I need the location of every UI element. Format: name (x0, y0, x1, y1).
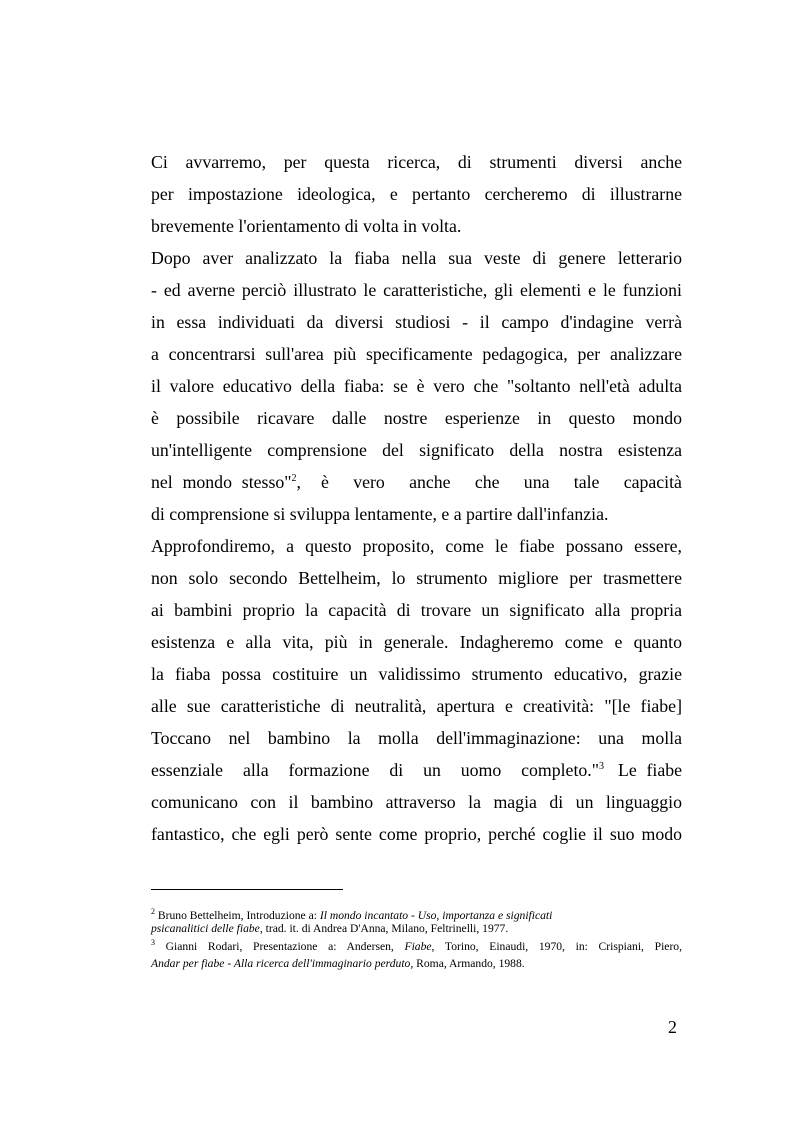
text-line: per impostazione ideologica, e pertanto cercheremo di illustrarne (151, 184, 682, 204)
footnote-3-cont (151, 957, 682, 970)
footnote-text: Roma, Armando, 1988. (413, 957, 525, 970)
footnote-number: 3 (151, 938, 155, 947)
text-line: Toccano nel bambino la molla dell'immaginazione: una molla (151, 728, 682, 748)
page-number: 2 (668, 1017, 677, 1037)
footnote-3 (151, 940, 682, 954)
footnote-title: Il mondo incantato - Uso, importanza e significati (319, 909, 553, 922)
text-line: - ed averne perciò illustrato le caratteristiche, gli elementi e le funzioni (151, 280, 682, 300)
text-line: Ci avvarremo, per questa ricerca, di strumenti diversi anche (151, 152, 682, 172)
text-line: la fiaba possa costituire un validissimo strumento educativo, grazie (151, 664, 682, 684)
text-line: essenziale alla formazione di un uomo completo."$^3$ Le fiabe (151, 760, 682, 780)
text-line: di comprensione si sviluppa lentamente, e a partire dall'infanzia. (151, 504, 609, 524)
text-line: nel mondo stesso"$^2$, è vero anche che una tale capacità (151, 472, 682, 492)
text-line: è possibile ricavare dalle nostre esperienze in questo mondo (151, 408, 682, 428)
text-line: alle sue caratteristiche di neutralità, apertura e creatività: "[le fiabe] (151, 696, 682, 716)
text-line: esistenza e alla vita, più in generale. Indagheremo come e quanto (151, 632, 682, 652)
text-line: un'intelligente comprensione del significato della nostra esistenza (151, 440, 682, 460)
text-line: ai bambini proprio la capacità di trovare un significato alla propria (151, 600, 682, 620)
footnote-title: Fiabe, (404, 940, 435, 953)
text-line: comunicano con il bambino attraverso la magia di un linguaggio (151, 792, 682, 812)
text-line: il valore educativo della fiaba: se è vero che "soltanto nell'età adulta (151, 376, 682, 396)
footnote-text: Gianni Rodari, Presentazione a: Andersen, (155, 940, 405, 953)
footnote-title: psicanalitici delle fiabe, (151, 922, 263, 935)
text-line: a concentrarsi sull'area più specificamente pedagogica, per analizzare (151, 344, 682, 364)
footnote-separator (151, 889, 343, 890)
footnote-number: 2 (151, 907, 155, 916)
text-line: in essa individuati da diversi studiosi - il campo d'indagine verrà (151, 312, 682, 332)
footnote-text: Torino, Einaudi, 1970, in: Crispiani, Piero, (434, 940, 682, 953)
footnote-text: trad. it. di Andrea D'Anna, Milano, Feltrinelli, 1977. (262, 922, 509, 935)
text-line: non solo secondo Bettelheim, lo strumento migliore per trasmettere (151, 568, 682, 588)
text-line: brevemente l'orientamento di volta in volta. (151, 216, 462, 236)
footnote-ref-2: 2 (291, 473, 297, 484)
text-line: Dopo aver analizzato la fiaba nella sua veste di genere letterario (151, 248, 682, 268)
footnote-ref-3: 3 (598, 761, 604, 772)
footnote-2-cont (151, 922, 682, 935)
text-line: fantastico, che egli però sente come proprio, perché coglie il suo modo (151, 824, 682, 844)
footnote-2 (151, 909, 682, 923)
footnote-title: Andar per fiabe - Alla ricerca dell'immaginario perduto, (151, 957, 414, 970)
text-line: Approfondiremo, a questo proposito, come le fiabe possano essere, (151, 536, 682, 556)
footnote-text: Bruno Bettelheim, Introduzione a: (155, 909, 320, 922)
